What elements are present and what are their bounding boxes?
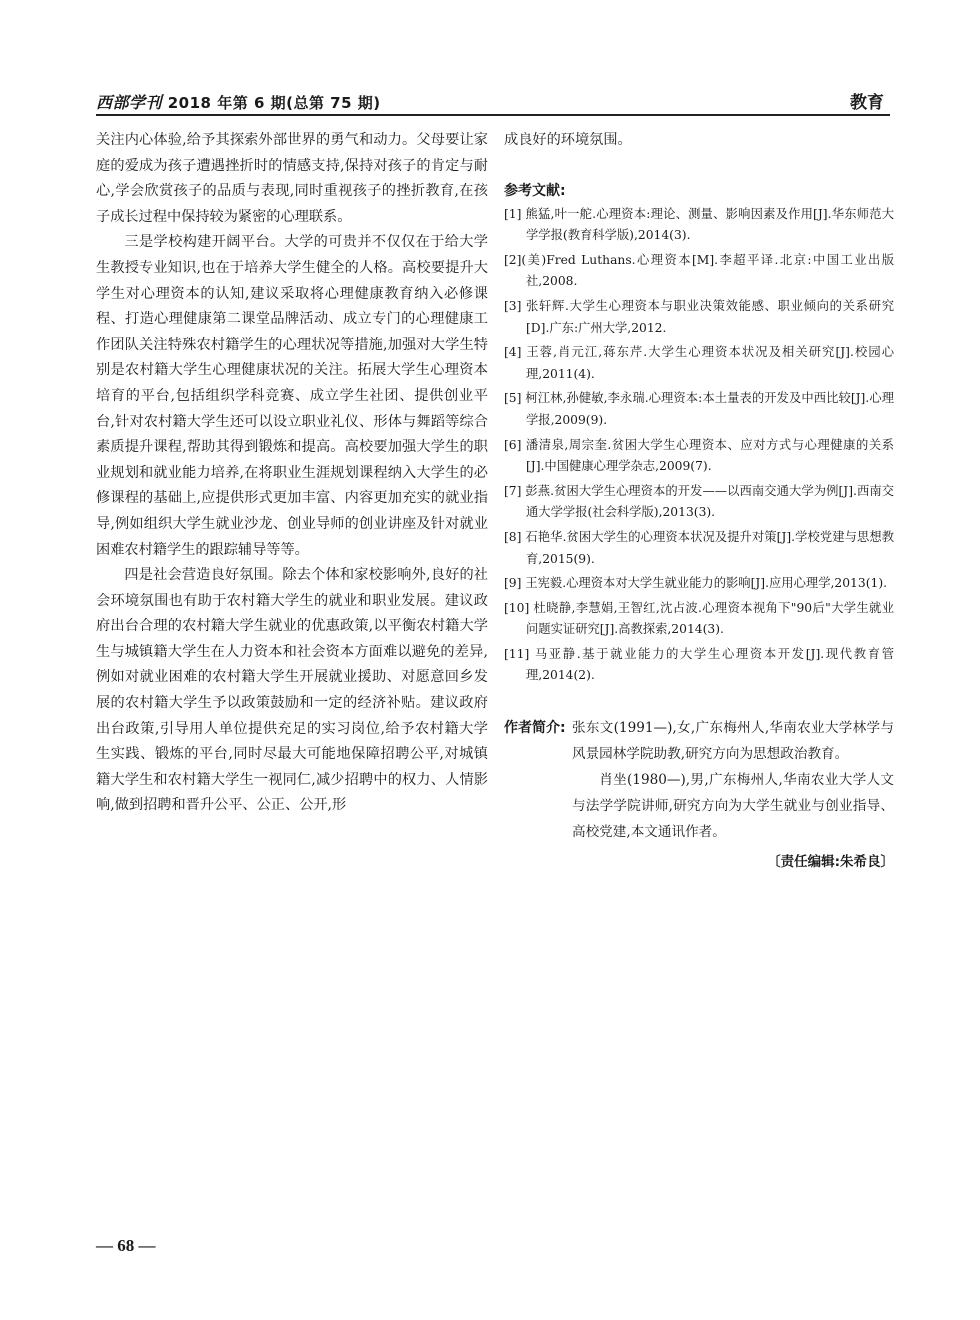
body-paragraph: 三是学校构建开阔平台。大学的可贵并不仅仅在于给大学生教授专业知识,也在于培养大学生健全的人格。高校要提升大学生对心理资本的认知,建议采取将心理健康教育纳入必修课程、打造心理健康第二课堂品牌活动、成立专门的心理健康工作团队关注特殊农村籍学生的心理状况等措施,加强对大学生特别是农村籍大学生心理健康状况的关注。拓展大学生心理资本培育的平台,包括组织学科竞赛、成立学生社团、提供创业平台,针对农村籍大学生还可以设立职业礼仪、形体与舞蹈等综合素质提升课程,帮助其得到锻炼和提高。高校要加强大学生的职业规划和就业能力培养,在将职业生涯规划课程纳入大学生的必修课程的基础上,应提供形式更加丰富、内容更加充实的就业指导,例如组织大学生就业沙龙、创业导师的创业讲座及针对就业困难农村籍学生的跟踪辅导等等。 — [96, 234, 488, 558]
journal-name: 西部学刊 — [96, 93, 163, 112]
section-title: 教育 — [850, 93, 884, 113]
references-list — [504, 204, 894, 687]
reference-item: [7] 彭燕.贫困大学生心理资本的开发——以西南交通大学为例[J].西南交通大学学报(社会科学版),2013(3). — [504, 483, 894, 520]
body-paragraph: 四是社会营造良好氛围。除去个体和家校影响外,良好的社会环境氛围也有助于农村籍大学生的就业和职业发展。建议政府出台合理的农村籍大学生就业的优惠政策,以平衡农村籍大学生与城镇籍大学生在人力资本和社会资本方面难以避免的差异,例如对就业困难的农村籍大学生开展就业援助、对愿意回乡发展的农村籍大学生予以政策鼓励和一定的经济补贴。建议政府出台政策,引导用人单位提供充足的实习岗位,给予农村籍大学生实践、锻炼的平台,同时尽最大可能地保障招聘公平,对城镇籍大学生和农村籍大学生一视同仁,减少招聘中的权力、人情影响,做到招聘和晋升公平、公正、公开,形 — [96, 567, 488, 814]
reference-item: [5] 柯江林,孙健敏,李永瑞.心理资本:本土量表的开发及中西比较[J].心理学报,2009(9). — [504, 391, 894, 427]
author-info — [504, 715, 894, 875]
reference-item: [2](美)Fred Luthans.心理资本[M].李超平译.北京:中国工业出版社,2008. — [504, 252, 894, 289]
reference-item: [9] 王宪毅.心理资本对大学生就业能力的影响[J].应用心理学,2013(1). — [504, 576, 888, 591]
reference-item: [10] 杜晓静,李慧娟,王智红,沈占波.心理资本视角下"90后"大学生就业问题实证研究[J].高教探索,2014(3). — [504, 600, 894, 637]
reference-item: [8] 石艳华.贫困大学生的心理资本状况及提升对策[J].学校党建与思想教育,2015(9). — [504, 529, 894, 566]
author-bio-2: 肖坐(1980—),男,广东梅州人,华南农业大学人文与法学学院讲师,研究方向为大学生就业与创业指导、高校党建,本文通讯作者。 — [572, 772, 894, 841]
reference-item: [1] 熊猛,叶一舵.心理资本:理论、测量、影响因素及作用[J].华东师范大学学报(教育科学版),2014(3). — [504, 206, 894, 243]
body-paragraph: 成良好的环境氛围。 — [504, 132, 632, 148]
page-number: — 68 — — [96, 1236, 156, 1255]
body-paragraph: 关注内心体验,给予其探索外部世界的勇气和动力。父母要让家庭的爱成为孩子遭遇挫折时的情感支持,保持对孩子的肯定与耐心,学会欣赏孩子的品质与表现,同时重视孩子的挫折教育,在孩子成长过程中保持较为紧密的心理联系。 — [96, 132, 488, 225]
references-title: 参考文献: — [504, 182, 566, 199]
reference-item: [6] 潘清泉,周宗奎.贫困大学生心理资本、应对方式与心理健康的关系[J].中国健康心理学杂志,2009(7). — [504, 437, 894, 474]
issue-info: 2018 年第 6 期(总第 75 期) — [167, 94, 381, 112]
header-divider — [96, 114, 890, 116]
author-label: 作者简介: — [504, 720, 566, 737]
journal-header — [96, 90, 381, 113]
reference-item: [4] 王蓉,肖元江,蒋东芹.大学生心理资本状况及相关研究[J].校园心理,2011(4). — [504, 345, 894, 381]
reference-item: [11] 马亚静.基于就业能力的大学生心理资本开发[J].现代教育管理,2014(2). — [504, 646, 894, 683]
right-column — [504, 128, 894, 875]
author-bio-1: 张东文(1991—),女,广东梅州人,华南农业大学林学与风景园林学院助教,研究方向为思想政治教育。 — [572, 720, 894, 763]
responsible-editor: 〔责任编辑:朱希良〕 — [767, 854, 894, 871]
left-column — [96, 128, 488, 819]
reference-item: [3] 张轩辉.大学生心理资本与职业决策效能感、职业倾向的关系研究[D].广东:广州大学,2012. — [504, 298, 894, 335]
